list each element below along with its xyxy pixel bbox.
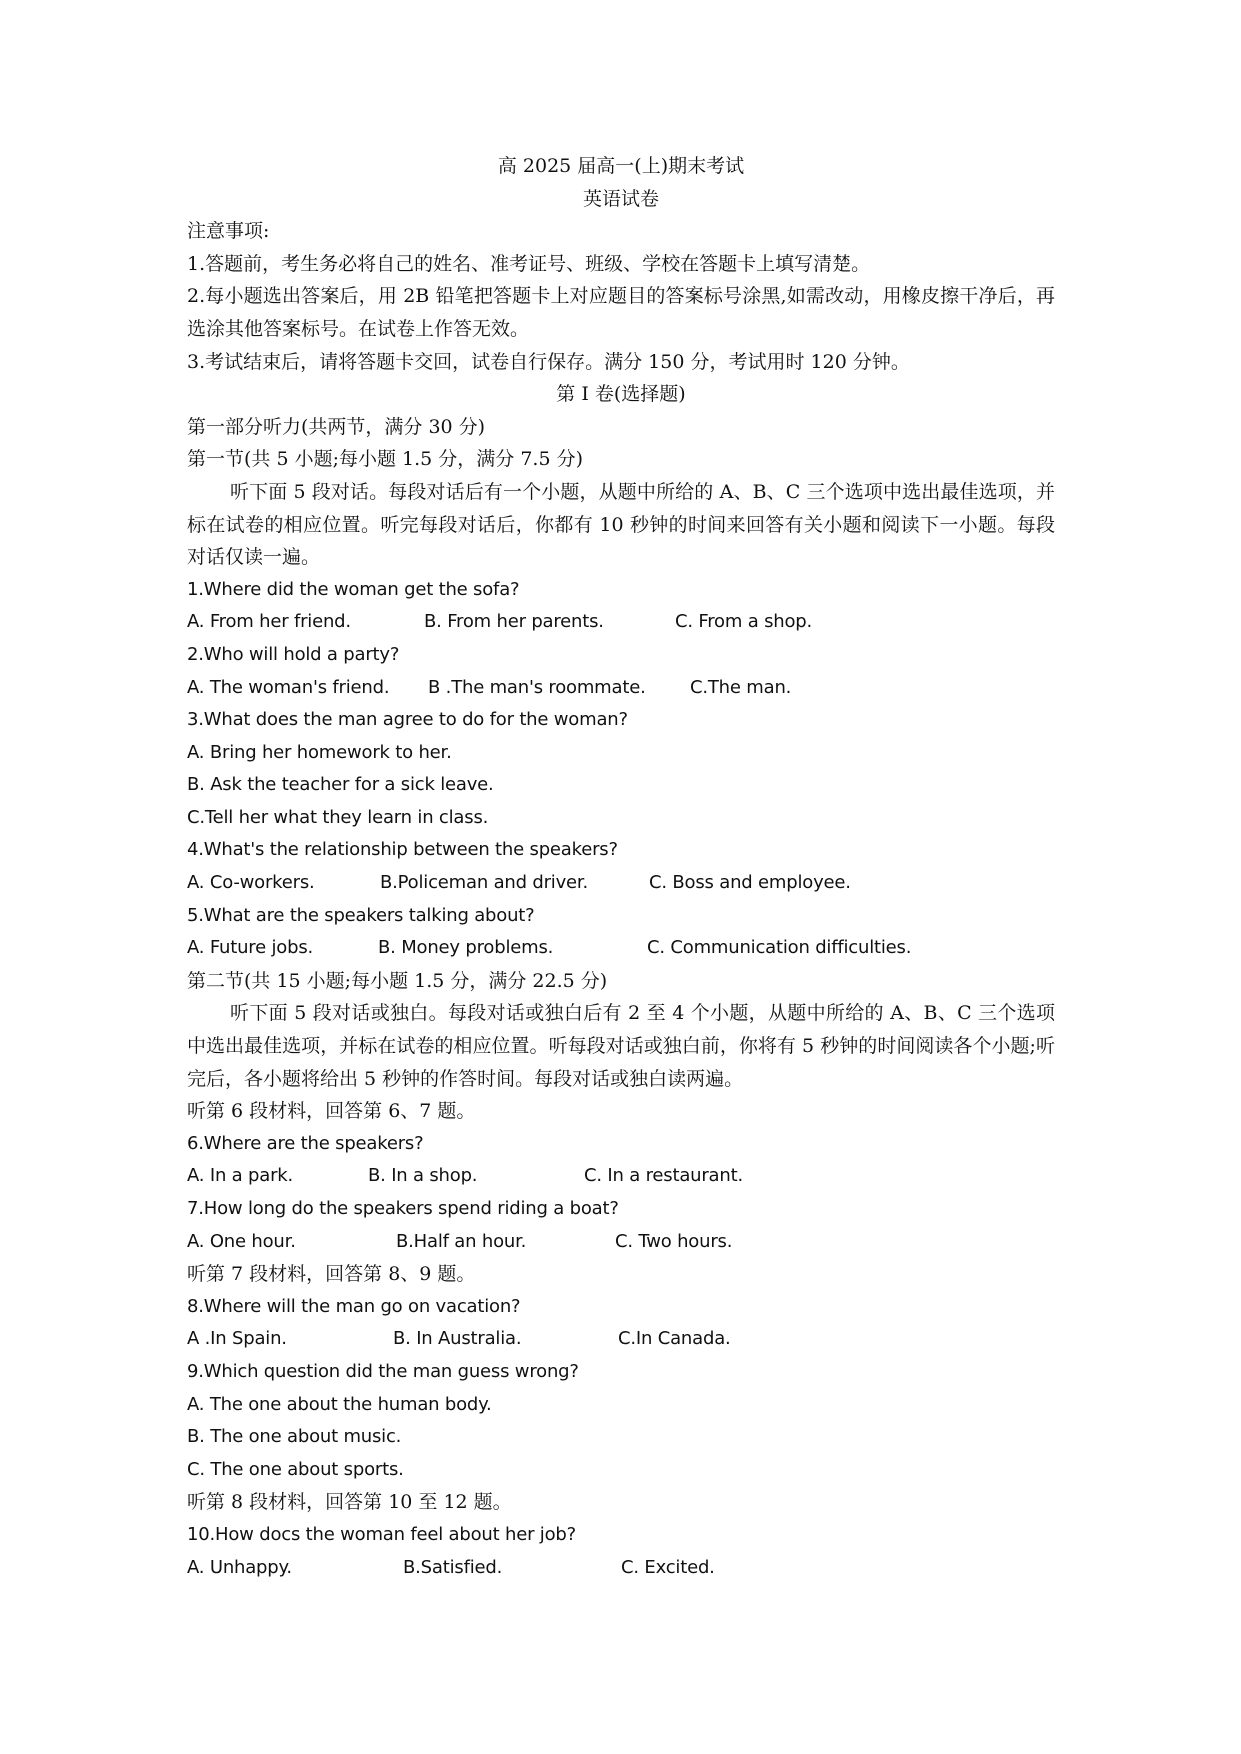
- question-7-option-c: C. Two hours.: [615, 1230, 733, 1252]
- question-10-options: [187, 1552, 1055, 1585]
- question-9-option-a: A. The one about the human body.: [187, 1393, 492, 1415]
- question-10-option-b: B.Satisfied.: [403, 1556, 503, 1578]
- question-6-options: [187, 1160, 1055, 1193]
- question-1-option-c: C. From a shop.: [675, 611, 813, 633]
- question-1-option-b: B. From her parents.: [424, 611, 604, 633]
- material-7-note: 听第 7 段材料，回答第 8、9 题。: [187, 1263, 476, 1286]
- question-4-option-a: A. Co-workers.: [187, 872, 315, 894]
- question-4-stem: 4.What's the relationship between the speakers?: [187, 839, 618, 861]
- question-9-option-c: C. The one about sports.: [187, 1458, 404, 1480]
- question-7-option-b: B.Half an hour.: [396, 1230, 527, 1252]
- material-6-note: 听第 6 段材料，回答第 6、7 题。: [187, 1100, 476, 1123]
- question-8-option-c: C.In Canada.: [618, 1328, 731, 1350]
- part1-title: 第一部分听力(共两节，满分 30 分): [187, 415, 486, 438]
- question-4-options: [187, 867, 1055, 900]
- question-10-stem: 10.How docs the woman feel about her job?: [187, 1523, 577, 1545]
- question-5-option-c: C. Communication difficulties.: [647, 937, 912, 959]
- section1-title: 第一节(共 5 小题;每小题 1.5 分，满分 7.5 分): [187, 448, 583, 471]
- question-6-option-b: B. In a shop.: [368, 1165, 478, 1187]
- question-4-option-b: B.Policeman and driver.: [380, 872, 588, 894]
- question-2-stem: 2.Who will hold a party?: [187, 643, 400, 665]
- question-9-stem: 9.Which question did the man guess wrong?: [187, 1361, 579, 1382]
- question-5-option-a: A. Future jobs.: [187, 937, 314, 959]
- question-7-option-a: A. One hour.: [187, 1230, 296, 1252]
- exam-page: [187, 150, 1055, 1584]
- question-1-stem: 1.Where did the woman get the sofa?: [187, 578, 520, 600]
- question-10-option-a: A. Unhappy.: [187, 1556, 292, 1578]
- exam-subtitle: 英语试卷: [582, 187, 659, 210]
- question-3-option-c: C.Tell her what they learn in class.: [187, 806, 489, 828]
- material-8-note: 听第 8 段材料，回答第 10 至 12 题。: [187, 1491, 512, 1514]
- question-8-options: [187, 1323, 1055, 1356]
- notice-item-1: 1.答题前，考生务必将自己的姓名、准考证号、班级、学校在答题卡上填写清楚。: [187, 252, 871, 275]
- notice-heading: 注意事项:: [187, 220, 270, 243]
- section2-title: 第二节(共 15 小题;每小题 1.5 分，满分 22.5 分): [187, 969, 608, 992]
- notice-item-3: 3.考试结束后，请将答题卡交回，试卷自行保存。满分 150 分，考试用时 120 分钟。: [187, 350, 910, 373]
- question-8-option-a: A .In Spain.: [187, 1328, 287, 1350]
- question-10-option-c: C. Excited.: [621, 1556, 715, 1578]
- question-6-stem: 6.Where are the speakers?: [187, 1132, 424, 1154]
- question-6-option-c: C. In a restaurant.: [584, 1165, 743, 1187]
- question-7-options: [187, 1226, 1055, 1259]
- exam-title: 高 2025 届高一(上)期末考试: [497, 155, 745, 177]
- notice-item-2: 2.每小题选出答案后，用 2B 铅笔把答题卡上对应题目的答案标号涂黑,如需改动，用橡皮擦干净后，再选涂其他答案标号。在试卷上作答无效。: [187, 285, 1055, 340]
- question-2-option-b: B .The man's roommate.: [428, 676, 646, 698]
- question-5-option-b: B. Money problems.: [378, 937, 554, 959]
- section1-instructions: 听下面 5 段对话。每段对话后有一个小题，从题中所给的 A、B、C 三个选项中选出最佳选项，并标在试卷的相应位置。听完每段对话后，你都有 10 秒钟的时间来回答有关小题和阅读下一小题。每段对话仅读一遍。: [187, 480, 1055, 569]
- question-8-option-b: B. In Australia.: [393, 1328, 522, 1350]
- question-1-option-a: A. From her friend.: [187, 611, 351, 633]
- volume-title: 第 I 卷(选择题): [556, 383, 686, 406]
- question-3-option-a: A. Bring her homework to her.: [187, 741, 452, 763]
- section2-instructions: 听下面 5 段对话或独白。每段对话或独白后有 2 至 4 个小题，从题中所给的 A、B、C 三个选项中选出最佳选项，并标在试卷的相应位置。听每段对话或独白前，你将有 5 秒钟的时间阅读各个小题;听完后，各小题将给出 5 秒钟的作答时间。每段对话或独白读两遍。: [187, 1002, 1055, 1090]
- question-5-stem: 5.What are the speakers talking about?: [187, 904, 535, 926]
- question-5-options: [187, 932, 1055, 965]
- question-2-option-c: C.The man.: [690, 676, 792, 698]
- question-1-options: [187, 606, 1055, 639]
- question-6-option-a: A. In a park.: [187, 1165, 294, 1187]
- question-7-stem: 7.How long do the speakers spend riding a boat?: [187, 1198, 619, 1220]
- question-3-stem: 3.What does the man agree to do for the woman?: [187, 709, 628, 731]
- question-8-stem: 8.Where will the man go on vacation?: [187, 1295, 521, 1317]
- question-4-option-c: C. Boss and employee.: [649, 872, 851, 894]
- question-2-option-a: A. The woman's friend.: [187, 676, 390, 698]
- question-9-option-b: B. The one about music.: [187, 1426, 402, 1448]
- question-2-options: [187, 672, 1055, 705]
- question-3-option-b: B. Ask the teacher for a sick leave.: [187, 774, 494, 796]
